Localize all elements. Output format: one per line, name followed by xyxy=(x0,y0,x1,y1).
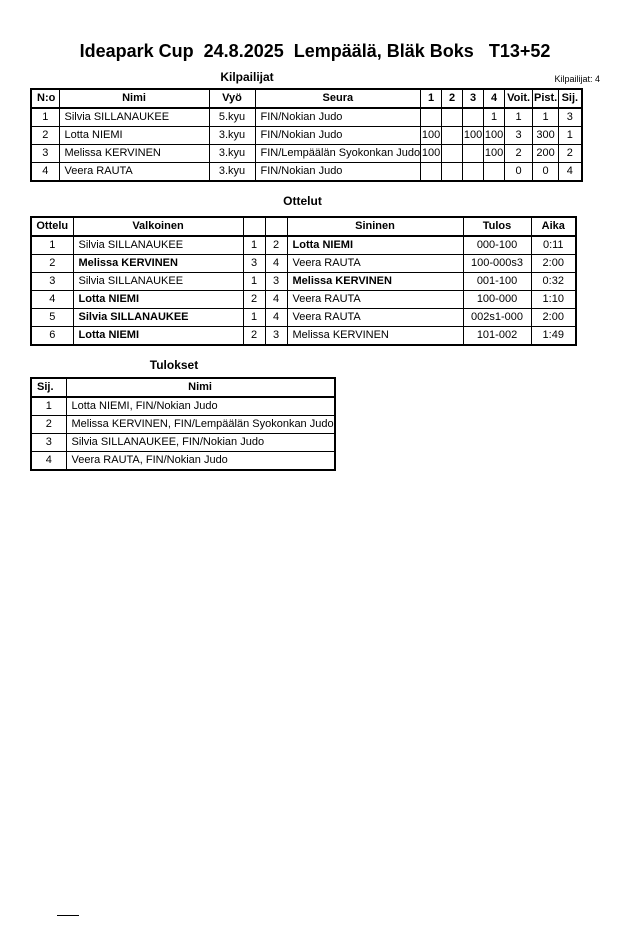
competitor-place: 1 xyxy=(559,127,582,145)
competitor-row xyxy=(31,127,582,145)
competitor-wins: 2 xyxy=(505,145,533,163)
result-row xyxy=(31,452,335,471)
col-header-match: Ottelu xyxy=(31,217,73,236)
white-name: Silvia SILLANAUKEE xyxy=(73,309,243,327)
col-header-place: Sij. xyxy=(559,89,582,108)
competitors-section-title: Kilpailijat xyxy=(220,70,274,84)
white-name: Silvia SILLANAUKEE xyxy=(73,273,243,291)
blue-name: Melissa KERVINEN xyxy=(287,273,463,291)
competitor-r4: 100 xyxy=(484,145,505,163)
competitor-r1: 100 xyxy=(421,127,442,145)
result-name: Lotta NIEMI, FIN/Nokian Judo xyxy=(66,397,335,416)
match-result: 000-100 xyxy=(463,236,531,255)
match-no: 1 xyxy=(31,236,73,255)
col-header-belt: Vyö xyxy=(209,89,255,108)
match-no: 6 xyxy=(31,327,73,346)
match-row xyxy=(31,309,576,327)
competitor-r3 xyxy=(463,163,484,182)
blue-number: 2 xyxy=(265,236,287,255)
matches-header-row xyxy=(31,217,576,236)
matches-table xyxy=(30,216,577,346)
match-row xyxy=(31,273,576,291)
competitor-club: FIN/Lempäälän Syokonkan Judo xyxy=(255,145,421,163)
result-place: 2 xyxy=(31,416,66,434)
competitor-place: 4 xyxy=(559,163,582,182)
blue-name: Veera RAUTA xyxy=(287,291,463,309)
competitor-club: FIN/Nokian Judo xyxy=(255,127,421,145)
col-header-white: Valkoinen xyxy=(73,217,243,236)
white-number: 1 xyxy=(243,309,265,327)
results-table xyxy=(30,377,336,471)
col-header-round-1: 1 xyxy=(421,89,442,108)
competitor-points: 200 xyxy=(533,145,559,163)
col-header-no: N:o xyxy=(31,89,59,108)
result-name: Silvia SILLANAUKEE, FIN/Nokian Judo xyxy=(66,434,335,452)
competitor-no: 4 xyxy=(31,163,59,182)
col-header-result: Tulos xyxy=(463,217,531,236)
result-row xyxy=(31,397,335,416)
match-no: 3 xyxy=(31,273,73,291)
results-section-title: Tulokset xyxy=(149,358,199,372)
match-result: 100-000s3 xyxy=(463,255,531,273)
competitor-club: FIN/Nokian Judo xyxy=(255,108,421,127)
white-number: 3 xyxy=(243,255,265,273)
competitor-belt: 3.kyu xyxy=(209,163,255,182)
white-number: 2 xyxy=(243,291,265,309)
match-row xyxy=(31,236,576,255)
col-header-wins: Voit. xyxy=(505,89,533,108)
match-time: 2:00 xyxy=(531,255,576,273)
match-row xyxy=(31,255,576,273)
white-name: Melissa KERVINEN xyxy=(73,255,243,273)
match-no: 5 xyxy=(31,309,73,327)
match-no: 2 xyxy=(31,255,73,273)
competitor-r2 xyxy=(442,127,463,145)
match-no: 4 xyxy=(31,291,73,309)
match-time: 0:11 xyxy=(531,236,576,255)
match-result: 100-000 xyxy=(463,291,531,309)
blue-name: Veera RAUTA xyxy=(287,255,463,273)
competitors-header-row xyxy=(31,89,582,108)
col-header-white-number xyxy=(243,217,265,236)
competitor-r4: 100 xyxy=(484,127,505,145)
competitor-wins: 3 xyxy=(505,127,533,145)
matches-section-title: Ottelut xyxy=(283,194,322,208)
col-header-points: Pist. xyxy=(533,89,559,108)
competitor-r1 xyxy=(421,108,442,127)
competitor-row xyxy=(31,163,582,182)
competitor-club: FIN/Nokian Judo xyxy=(255,163,421,182)
competitor-r3 xyxy=(463,145,484,163)
col-header-round-4: 4 xyxy=(484,89,505,108)
col-header-club: Seura xyxy=(255,89,421,108)
col-header-blue-number xyxy=(265,217,287,236)
col-header-result-place: Sij. xyxy=(31,378,66,397)
white-name: Lotta NIEMI xyxy=(73,291,243,309)
col-header-result-name: Nimi xyxy=(66,378,335,397)
competitor-wins: 0 xyxy=(505,163,533,182)
result-row xyxy=(31,434,335,452)
result-place: 3 xyxy=(31,434,66,452)
competitor-no: 1 xyxy=(31,108,59,127)
result-name: Veera RAUTA, FIN/Nokian Judo xyxy=(66,452,335,471)
blue-number: 3 xyxy=(265,327,287,346)
match-time: 0:32 xyxy=(531,273,576,291)
blue-number: 4 xyxy=(265,291,287,309)
result-row xyxy=(31,416,335,434)
competitor-name: Melissa KERVINEN xyxy=(59,145,209,163)
result-place: 1 xyxy=(31,397,66,416)
match-row xyxy=(31,327,576,346)
competitor-wins: 1 xyxy=(505,108,533,127)
col-header-round-2: 2 xyxy=(442,89,463,108)
match-result: 001-100 xyxy=(463,273,531,291)
competitor-r1: 100 xyxy=(421,145,442,163)
competitor-r3: 100 xyxy=(463,127,484,145)
competitor-points: 300 xyxy=(533,127,559,145)
match-time: 2:00 xyxy=(531,309,576,327)
competitor-no: 3 xyxy=(31,145,59,163)
blue-name: Melissa KERVINEN xyxy=(287,327,463,346)
col-header-round-3: 3 xyxy=(463,89,484,108)
competitor-place: 3 xyxy=(559,108,582,127)
match-time: 1:49 xyxy=(531,327,576,346)
competitors-label-row xyxy=(0,67,630,88)
match-row xyxy=(31,291,576,309)
white-number: 1 xyxy=(243,273,265,291)
blue-number: 3 xyxy=(265,273,287,291)
competitor-r3 xyxy=(463,108,484,127)
white-number: 2 xyxy=(243,327,265,346)
competitor-points: 1 xyxy=(533,108,559,127)
competitor-r4 xyxy=(484,163,505,182)
results-header-row xyxy=(31,378,335,397)
col-header-blue: Sininen xyxy=(287,217,463,236)
competitor-belt: 3.kyu xyxy=(209,127,255,145)
white-number: 1 xyxy=(243,236,265,255)
footer-rule xyxy=(57,915,79,916)
competitor-points: 0 xyxy=(533,163,559,182)
match-time: 1:10 xyxy=(531,291,576,309)
competitor-r2 xyxy=(442,163,463,182)
match-result: 101-002 xyxy=(463,327,531,346)
competitors-table xyxy=(30,88,583,182)
competitor-place: 2 xyxy=(559,145,582,163)
competitor-r1 xyxy=(421,163,442,182)
competitor-name: Lotta NIEMI xyxy=(59,127,209,145)
blue-number: 4 xyxy=(265,309,287,327)
competitor-name: Silvia SILLANAUKEE xyxy=(59,108,209,127)
blue-name: Lotta NIEMI xyxy=(287,236,463,255)
page-title: Ideapark Cup 24.8.2025 Lempäälä, Bläk Boks T13+52 xyxy=(79,41,551,61)
competitor-row xyxy=(31,108,582,127)
blue-name: Veera RAUTA xyxy=(287,309,463,327)
col-header-time: Aika xyxy=(531,217,576,236)
match-result: 002s1-000 xyxy=(463,309,531,327)
competitor-row xyxy=(31,145,582,163)
result-place: 4 xyxy=(31,452,66,471)
white-name: Lotta NIEMI xyxy=(73,327,243,346)
competitor-belt: 5.kyu xyxy=(209,108,255,127)
col-header-name: Nimi xyxy=(59,89,209,108)
white-name: Silvia SILLANAUKEE xyxy=(73,236,243,255)
competitor-r4: 1 xyxy=(484,108,505,127)
competitor-belt: 3.kyu xyxy=(209,145,255,163)
competitors-count: Kilpailijat: 4 xyxy=(554,74,600,84)
competitor-r2 xyxy=(442,108,463,127)
blue-number: 4 xyxy=(265,255,287,273)
competitor-r2 xyxy=(442,145,463,163)
competitor-no: 2 xyxy=(31,127,59,145)
competitor-name: Veera RAUTA xyxy=(59,163,209,182)
result-name: Melissa KERVINEN, FIN/Lempäälän Syokonkan Judo xyxy=(66,416,335,434)
